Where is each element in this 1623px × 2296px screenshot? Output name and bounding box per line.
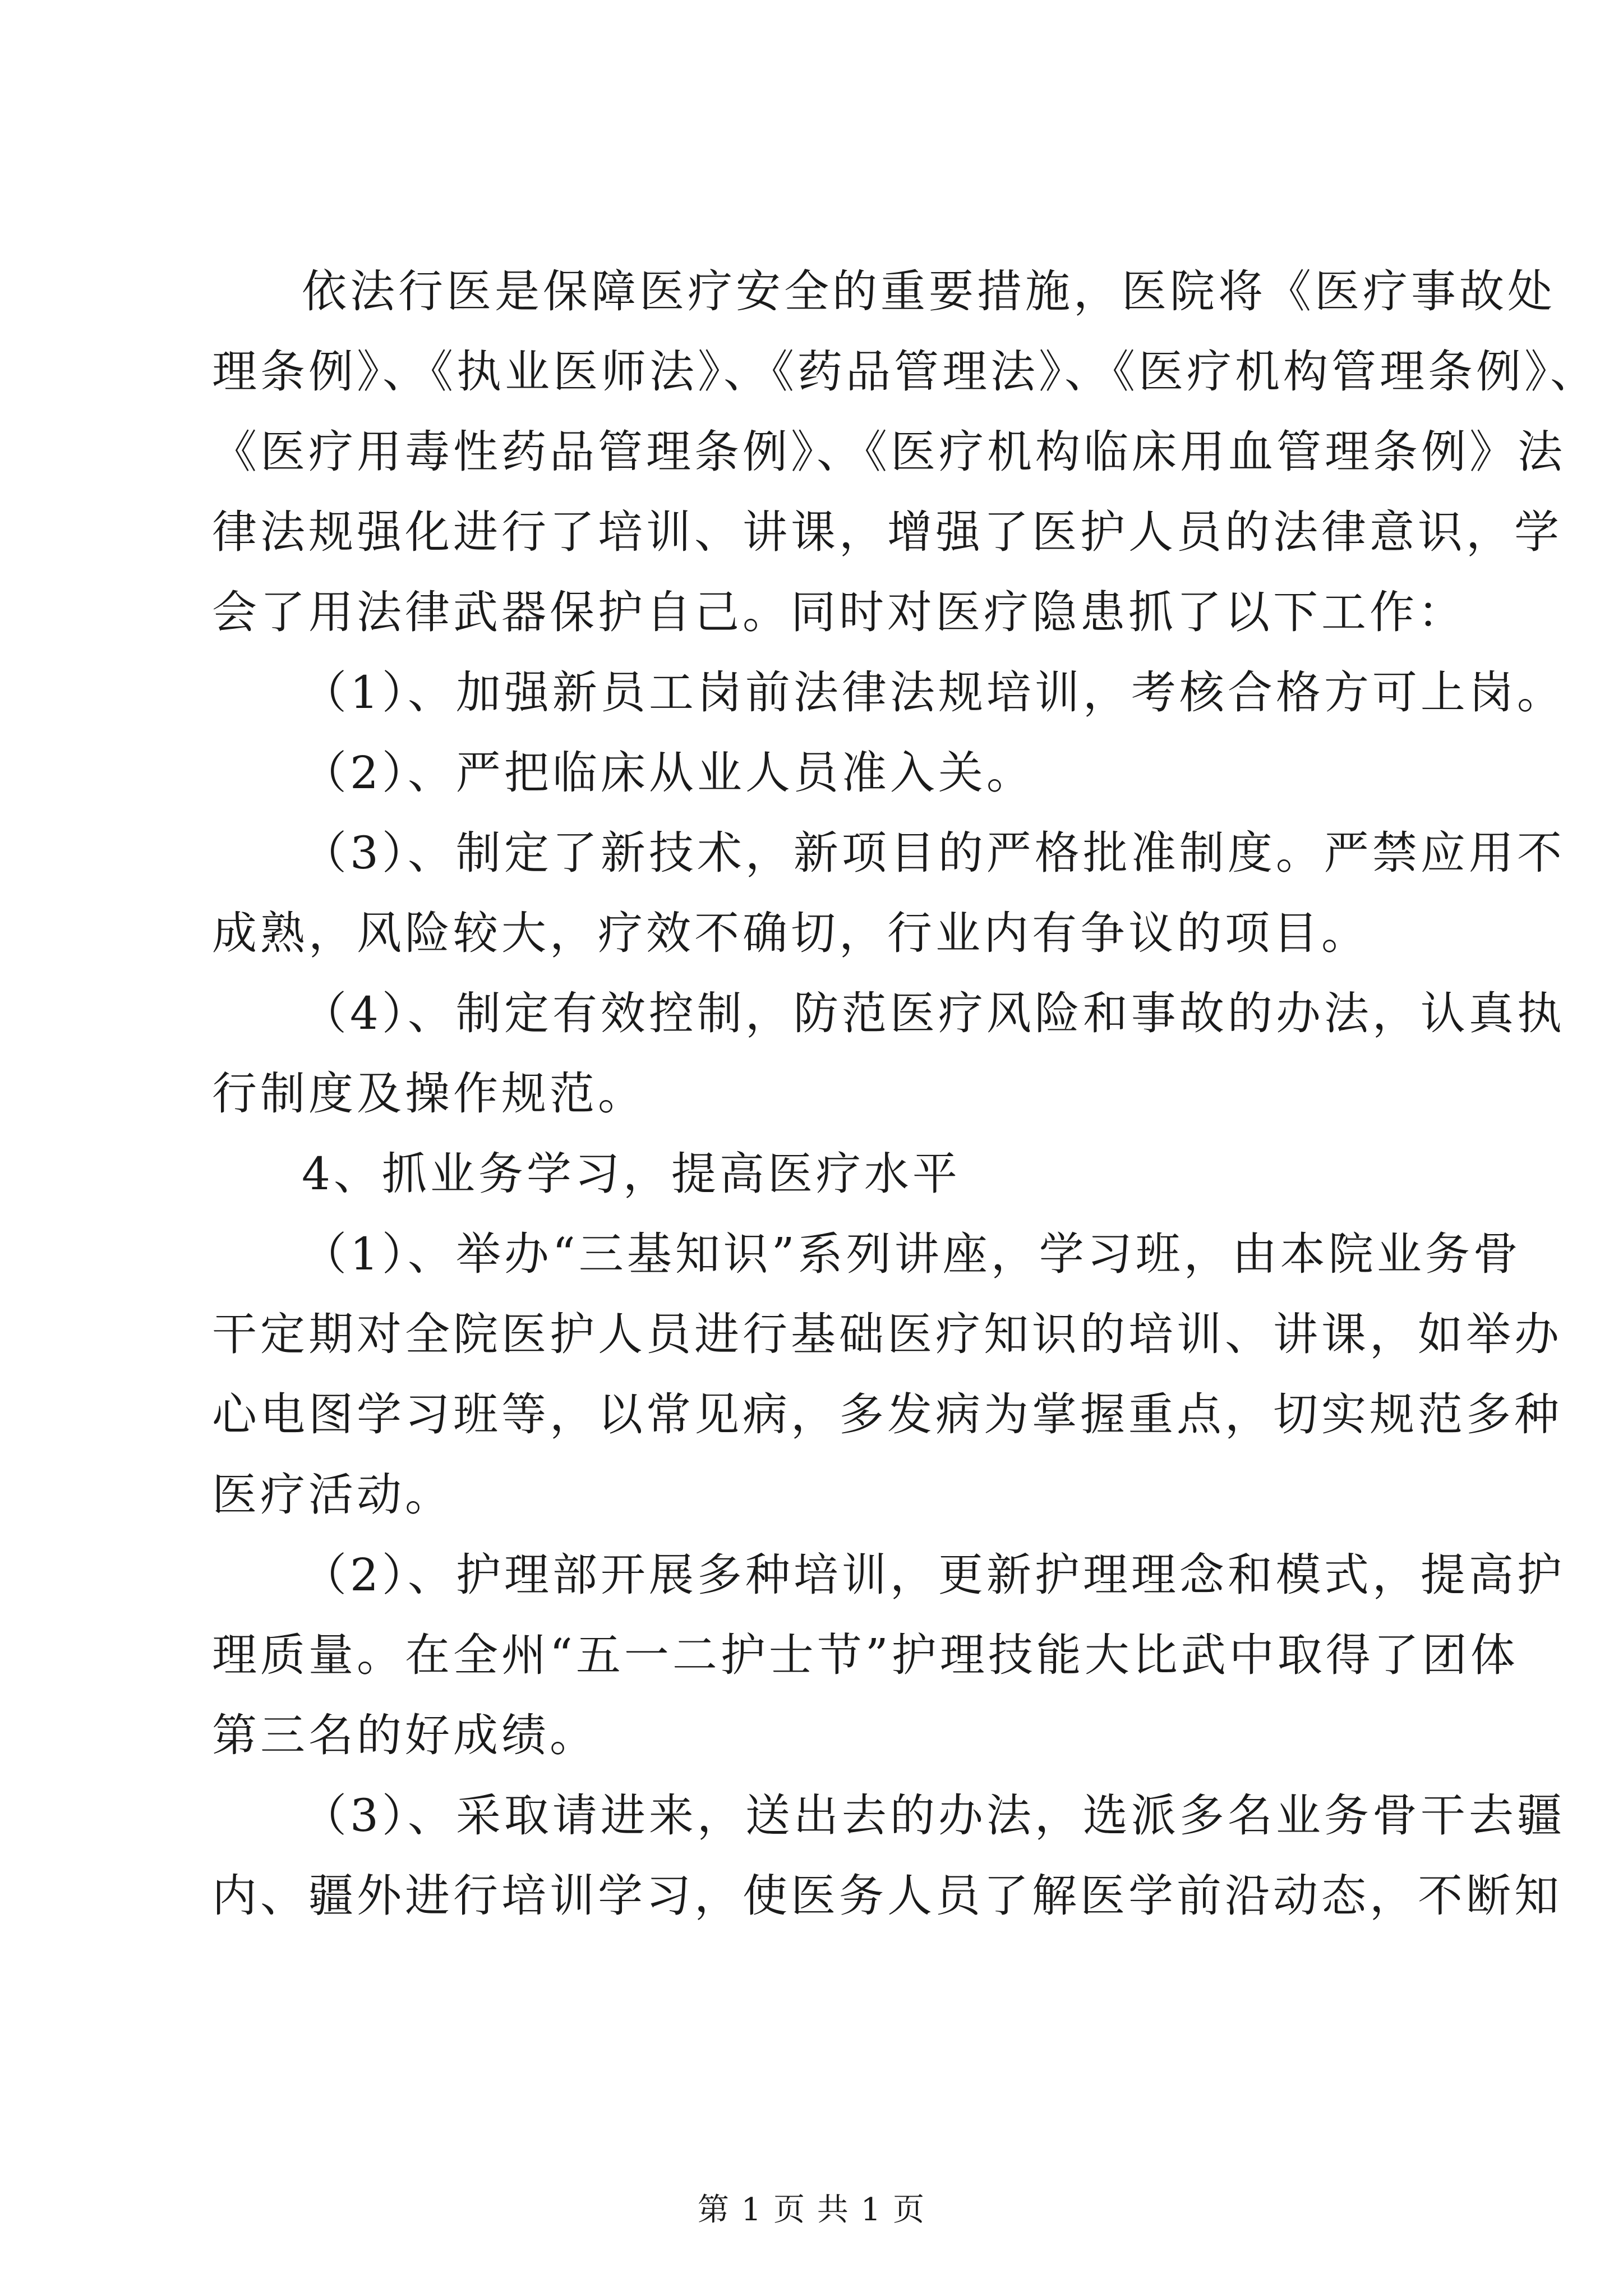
page-footer: 第 1 页 共 1 页 [697, 2192, 926, 2228]
paragraph-line: 理质量。在全州“五一二护士节”护理技能大比武中取得了团体 [212, 1629, 1519, 1681]
paragraph-line: 内、疆外进行培训学习，使医务人员了解医学前沿动态，不断知 [212, 1870, 1562, 1922]
paragraph-line: 医疗活动。 [212, 1469, 453, 1521]
paragraph-line: 《医疗用毒性药品管理条例》、《医疗机构临床用血管理条例》法 [212, 426, 1566, 478]
paragraph-line: （2）、严把临床从业人员准入关。 [302, 747, 1035, 799]
paragraph-line: （3）、采取请进来，送出去的办法，选派多名业务骨干去疆 [302, 1789, 1565, 1842]
paragraph-line: 第三名的好成绩。 [212, 1709, 598, 1761]
paragraph-line: 行制度及操作规范。 [212, 1068, 646, 1120]
paragraph-line: （4）、制定有效控制，防范医疗风险和事故的办法，认真执 [302, 987, 1565, 1039]
paragraph-line: 成熟，风险较大，疗效不确切，行业内有争议的项目。 [212, 907, 1370, 959]
paragraph-line: （3）、制定了新技术，新项目的严格批准制度。严禁应用不 [302, 827, 1565, 879]
paragraph-line: （1）、举办“三基知识”系列讲座，学习班，由本院业务骨 [302, 1228, 1521, 1280]
paragraph-line: 律法规强化进行了培训、讲课，增强了医护人员的法律意识，学 [212, 506, 1562, 558]
paragraph-line: 理条例》、《执业医师法》、《药品管理法》、《医疗机构管理条例》、 [212, 346, 1598, 398]
paragraph-line: 心电图学习班等，以常见病，多发病为掌握重点，切实规范多种 [212, 1388, 1562, 1441]
paragraph-line: 依法行医是保障医疗安全的重要措施，医院将《医疗事故处 [302, 265, 1556, 318]
paragraph-line: （1）、加强新员工岗前法律法规培训，考核合格方可上岗。 [302, 666, 1565, 719]
paragraph-line: 会了用法律武器保护自己。同时对医疗隐患抓了以下工作： [212, 586, 1466, 638]
section-heading: 4、抓业务学习，提高医疗水平 [302, 1148, 961, 1200]
paragraph-line: （2）、护理部开展多种培训，更新护理理念和模式，提高护 [302, 1549, 1565, 1601]
paragraph-line: 干定期对全院医护人员进行基础医疗知识的培训、讲课，如举办 [212, 1308, 1562, 1360]
